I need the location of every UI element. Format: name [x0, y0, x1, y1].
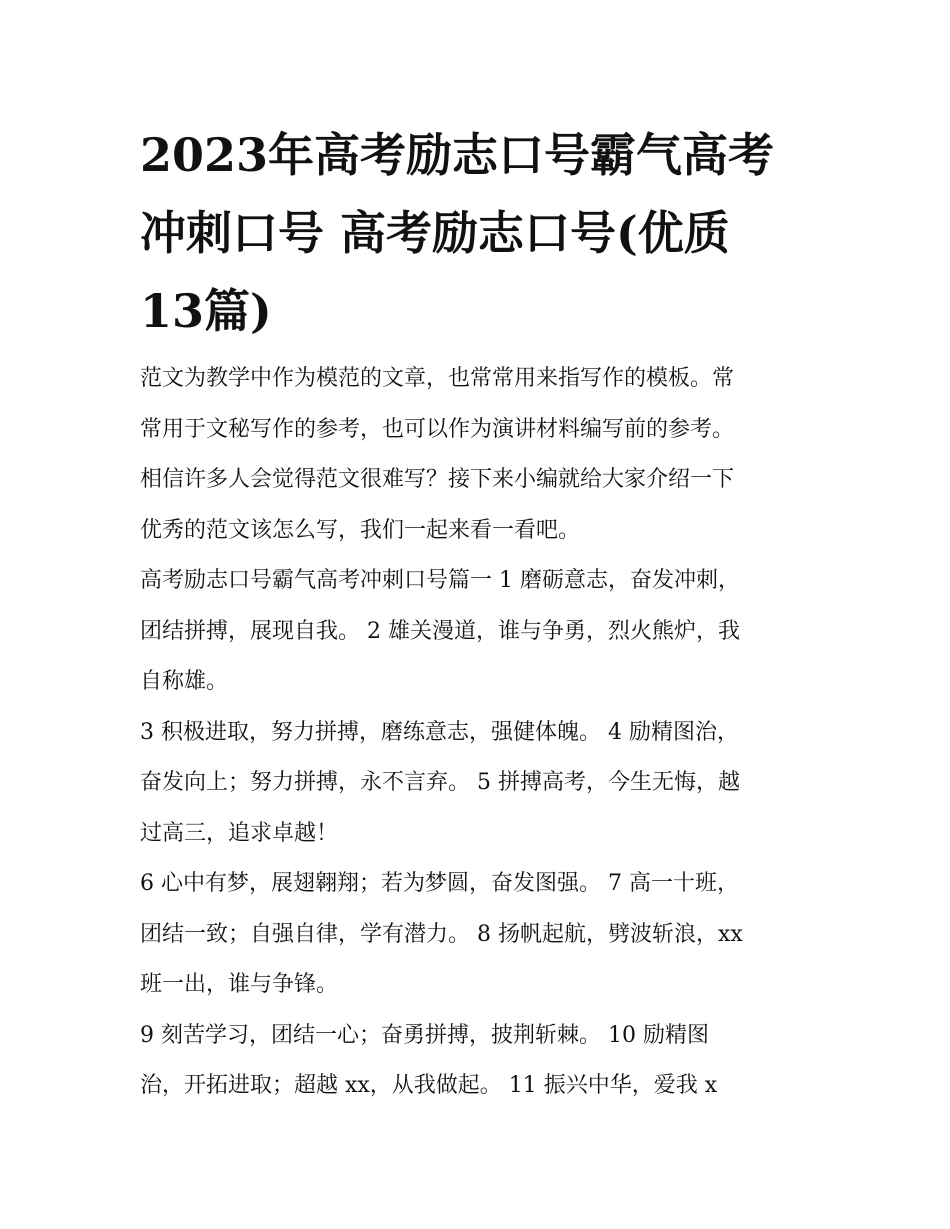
text-line: 6 心中有梦，展翅翱翔；若为梦圆，奋发图强。 7 高一十班， [140, 871, 739, 896]
text-line: 3 积极进取，努力拼搏，磨练意志，强健体魄。 4 励精图治， [140, 719, 739, 745]
text-line: 自称雄。 [140, 669, 229, 694]
text-line: 团结拼搏，展现自我。 2 雄关漫道，谁与争勇，烈火熊炉，我 [140, 618, 740, 644]
text-line: 奋发向上；努力拼搏，永不言弃。 5 拼搏高考，今生无悔，越 [140, 770, 740, 795]
intro-paragraph [140, 354, 820, 556]
document-title [140, 116, 820, 350]
slogan-paragraph [140, 556, 820, 708]
title-line: 冲刺口号 高考励志口号(优质 [140, 206, 730, 260]
text-line: 9 刻苦学习，团结一心；奋勇拼搏，披荆斩棘。 10 励精图 [140, 1022, 709, 1048]
slogan-paragraph [140, 859, 820, 1011]
text-line: 相信许多人会觉得范文很难写？接下来小编就给大家介绍一下 [140, 467, 735, 492]
text-line: 优秀的范文该怎么写，我们一起来看一看吧。 [140, 517, 581, 543]
title-line: 13篇) [140, 284, 272, 338]
text-line: 团结一致；自强自律，学有潜力。 8 扬帆起航，劈波斩浪，xx [140, 921, 743, 947]
slogan-paragraph [140, 708, 820, 860]
document-body [140, 354, 820, 1112]
title-line: 2023年高考励志口号霸气高考 [140, 128, 775, 182]
text-line: 过高三，追求卓越！ [140, 820, 339, 846]
text-line: 班一出，谁与争锋。 [140, 972, 339, 997]
text-line: 治，开拓进取；超越 xx，从我做起。 11 振兴中华，爱我 x [140, 1073, 718, 1098]
text-line: 范文为教学中作为模范的文章，也常常用来指写作的模板。常 [140, 366, 735, 391]
slogan-paragraph [140, 1011, 820, 1112]
text-line: 高考励志口号霸气高考冲刺口号篇一 1 磨砺意志，奋发冲刺， [140, 568, 740, 593]
text-line: 常用于文秘写作的参考，也可以作为演讲材料编写前的参考。 [140, 416, 735, 442]
